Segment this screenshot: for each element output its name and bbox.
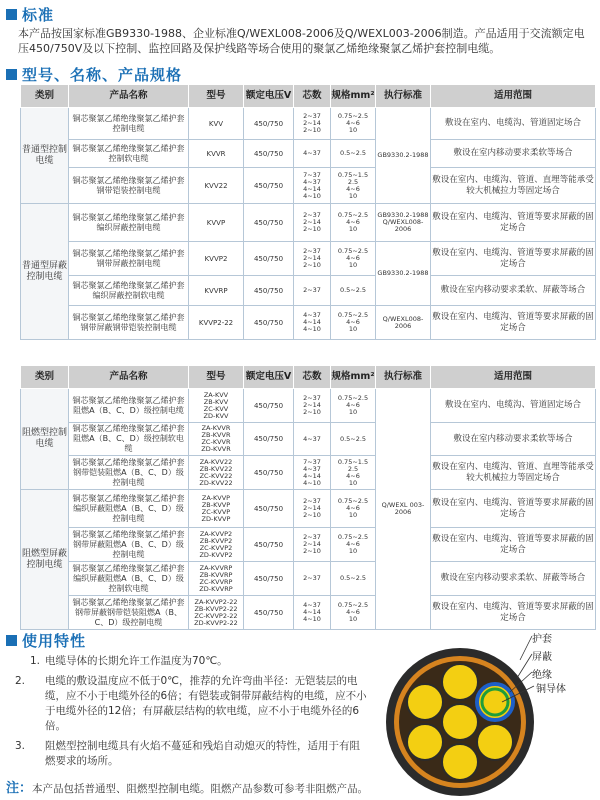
application-cell: 敷设在室内移动要求柔软等场合 xyxy=(431,423,596,456)
voltage-cell: 450/750 xyxy=(244,140,294,168)
category-cell: 普通型控制电缆 xyxy=(21,108,69,204)
standard-cell: GB9330.2-1988 xyxy=(376,108,431,204)
product-name-cell: 铜芯聚氯乙烯绝缘聚氯乙烯护套钢带铠装控制电缆 xyxy=(69,168,189,204)
col-product-name: 产品名称 xyxy=(69,366,189,389)
table-header-row xyxy=(21,366,596,389)
voltage-cell: 450/750 xyxy=(244,490,294,528)
standard-text: 本产品按国家标准GB9330-1988、企业标准Q/WEXL008-2006及Q/WEXL003-2006制造。产品适用于交流额定电压450/750V及以下控制、监控回路及保护线路等场合使用的聚氯乙烯绝缘聚氯乙烯护套控制电缆。 xyxy=(18,27,585,55)
col-voltage: 额定电压V xyxy=(244,366,294,389)
col-application: 适用范围 xyxy=(431,366,596,389)
category-cell: 阻燃型屏蔽控制电缆 xyxy=(21,490,69,630)
spec-cell: 0.5~2.5 xyxy=(331,423,376,456)
application-cell: 敷设在室内移动要求柔软等场合 xyxy=(431,140,596,168)
product-name-cell: 铜芯聚氯乙烯绝缘聚氯乙烯护套钢带屏蔽阻燃A（B、C、D）级控制电缆 xyxy=(69,528,189,562)
feature-item: 2. 电缆的敷设温度应不低于0℃，推荐的允许弯曲半径：无铠装层的电缆，应不小于电缆外径的6倍；有铠装或铜带屏蔽结构的电缆，应不小于电缆外径的12倍；有屏蔽层结构的软电缆，应不小于电缆外径的6倍。 xyxy=(15,675,367,732)
cores-cell: 2~37 2~14 2~10 xyxy=(294,490,331,528)
table-row xyxy=(21,456,596,490)
product-name-cell: 铜芯聚氯乙烯绝缘聚氯乙烯护套控制软电缆 xyxy=(69,140,189,168)
table-row xyxy=(21,528,596,562)
cable-cross-section-icon xyxy=(386,648,534,796)
col-category: 类别 xyxy=(21,85,69,108)
table-row xyxy=(21,562,596,596)
voltage-cell: 450/750 xyxy=(244,596,294,630)
col-model: 型号 xyxy=(189,366,244,389)
table-row xyxy=(21,596,596,630)
features-heading xyxy=(6,630,86,651)
col-voltage: 额定电压V xyxy=(244,85,294,108)
product-name-cell: 铜芯聚氯乙烯绝缘聚氯乙烯护套编织屏蔽控制软电缆 xyxy=(69,276,189,306)
standard-cell: GB9330.2-1988 xyxy=(376,242,431,306)
voltage-cell: 450/750 xyxy=(244,389,294,423)
features-list xyxy=(15,654,370,769)
col-product-name: 产品名称 xyxy=(69,85,189,108)
model-cell: ZA-KVV ZB-KVV ZC-KVV ZD-KVV xyxy=(189,389,244,423)
product-name-cell: 铜芯聚氯乙烯绝缘聚氯乙烯护套钢带屏蔽钢带铠装阻燃A（B、C、D）级控制电缆 xyxy=(69,596,189,630)
cores-cell: 2~37 xyxy=(294,276,331,306)
section-bullet-icon xyxy=(6,69,17,80)
model-cell: KVVP xyxy=(189,204,244,242)
application-cell: 敷设在室内、电缆沟、管道等要求屏蔽的固定场合 xyxy=(431,242,596,276)
voltage-cell: 450/750 xyxy=(244,276,294,306)
spec-cell: 0.75~2.5 4~6 10 xyxy=(331,528,376,562)
model-cell: ZA-KVVP2 ZB-KVVP2 ZC-KVVP2 ZD-KVVP2 xyxy=(189,528,244,562)
voltage-cell: 450/750 xyxy=(244,528,294,562)
cores-cell: 2~37 2~14 2~10 xyxy=(294,108,331,140)
table-row xyxy=(21,108,596,140)
cores-cell: 7~37 4~37 4~14 4~10 xyxy=(294,168,331,204)
label-conductor: 铜导体 xyxy=(536,684,566,695)
spec-cell: 0.75~1.5 2.5 4~6 10 xyxy=(331,168,376,204)
models-title: 型号、名称、产品规格 xyxy=(22,66,183,84)
product-name-cell: 铜芯聚氯乙烯绝缘聚氯乙烯护套编织屏蔽控制电缆 xyxy=(69,204,189,242)
voltage-cell: 450/750 xyxy=(244,456,294,490)
application-cell: 敷设在室内、电缆沟、管道固定场合 xyxy=(431,108,596,140)
standard-title: 标准 xyxy=(22,6,55,24)
application-cell: 敷设在室内、电缆沟、管道固定场合 xyxy=(431,389,596,423)
category-cell: 阻燃型控制电缆 xyxy=(21,389,69,490)
voltage-cell: 450/750 xyxy=(244,562,294,596)
spec-cell: 0.75~1.5 2.5 4~6 10 xyxy=(331,456,376,490)
application-cell: 敷设在室内、电缆沟、管道等要求屏蔽的固定场合 xyxy=(431,596,596,630)
label-insulation: 绝缘 xyxy=(532,670,552,681)
application-cell: 敷设在室内、电缆沟、管道等要求屏蔽的固定场合 xyxy=(431,204,596,242)
product-name-cell: 铜芯聚氯乙烯绝缘聚氯乙烯护套阻燃A（B、C、D）级控制软电缆 xyxy=(69,423,189,456)
application-cell: 敷设在室内、电缆沟、管道、直埋等能承受较大机械拉力等固定场合 xyxy=(431,456,596,490)
model-cell: ZA-KVVRP ZB-KVVRP ZC-KVVRP ZD-KVVRP xyxy=(189,562,244,596)
product-name-cell: 铜芯聚氯乙烯绝缘聚氯乙烯护套钢带屏蔽控制电缆 xyxy=(69,242,189,276)
application-cell: 敷设在室内、电缆沟、管道等要求屏蔽的固定场合 xyxy=(431,306,596,340)
col-spec: 规格mm² xyxy=(331,85,376,108)
section-bullet-icon xyxy=(6,9,17,20)
model-cell: KVVP2-22 xyxy=(189,306,244,340)
cores-cell: 2~37 xyxy=(294,562,331,596)
standard-cell: Q/WEXL008-2006 xyxy=(376,306,431,340)
col-model: 型号 xyxy=(189,85,244,108)
col-standard: 执行标准 xyxy=(376,85,431,108)
feature-item: 1. 电缆导体的长期允许工作温度为70℃。 xyxy=(30,655,228,667)
application-cell: 敷设在室内、电缆沟、管道、直埋等能承受较大机械拉力等固定场合 xyxy=(431,168,596,204)
model-cell: ZA-KVVR ZB-KVVR ZC-KVVR ZD-KVVR xyxy=(189,423,244,456)
voltage-cell: 450/750 xyxy=(244,108,294,140)
product-name-cell: 铜芯聚氯乙烯绝缘聚氯乙烯护套阻燃A（B、C、D）级控制电缆 xyxy=(69,389,189,423)
spec-cell: 0.75~2.5 4~6 10 xyxy=(331,108,376,140)
cores-cell: 4~37 4~14 4~10 xyxy=(294,306,331,340)
feature-item: 3. 阻燃型控制电缆具有火焰不蔓延和残焰自动熄灭的特性，适用于有阻燃要求的场所。 xyxy=(15,740,360,767)
model-cell: KVV xyxy=(189,108,244,140)
cores-cell: 2~37 2~14 2~10 xyxy=(294,389,331,423)
voltage-cell: 450/750 xyxy=(244,306,294,340)
model-cell: KVVRP xyxy=(189,276,244,306)
voltage-cell: 450/750 xyxy=(244,168,294,204)
spec-cell: 0.75~2.5 4~6 10 xyxy=(331,306,376,340)
model-cell: KVV22 xyxy=(189,168,244,204)
label-sheath: 护套 xyxy=(532,634,552,645)
model-cell: ZA-KVV22 ZB-KVV22 ZC-KVV22 ZD-KVV22 xyxy=(189,456,244,490)
spec-cell: 0.75~2.5 4~6 10 xyxy=(331,490,376,528)
table-row xyxy=(21,276,596,306)
model-cell: KVVR xyxy=(189,140,244,168)
application-cell: 敷设在室内移动要求柔软、屏蔽等场合 xyxy=(431,276,596,306)
table-row xyxy=(21,423,596,456)
cores-cell: 7~37 4~37 4~14 4~10 xyxy=(294,456,331,490)
standard-heading xyxy=(6,4,54,25)
model-cell: KVVP2 xyxy=(189,242,244,276)
spec-cell: 0.75~2.5 4~6 10 xyxy=(331,596,376,630)
cores-cell: 2~37 2~14 2~10 xyxy=(294,242,331,276)
table-row xyxy=(21,204,596,242)
spec-cell: 0.75~2.5 4~6 10 xyxy=(331,242,376,276)
features-title: 使用特性 xyxy=(22,632,87,650)
voltage-cell: 450/750 xyxy=(244,242,294,276)
spec-cell: 0.5~2.5 xyxy=(331,276,376,306)
col-spec: 规格mm² xyxy=(331,366,376,389)
spec-cell: 0.75~2.5 4~6 10 xyxy=(331,204,376,242)
cable-cross-section-diagram xyxy=(372,630,600,800)
cores-cell: 4~37 xyxy=(294,423,331,456)
label-shield: 屏蔽 xyxy=(532,652,552,663)
spec-table-common xyxy=(20,84,596,340)
voltage-cell: 450/750 xyxy=(244,423,294,456)
table-row xyxy=(21,490,596,528)
standard-cell: GB9330.2-1988 Q/WEXL008-2006 xyxy=(376,204,431,242)
application-cell: 敷设在室内、电缆沟、管道等要求屏蔽的固定场合 xyxy=(431,528,596,562)
footer-note: 注：本产品包括普通型、阻燃型控制电缆。阻燃产品参数可参考非阻燃产品。 xyxy=(6,781,369,796)
col-category: 类别 xyxy=(21,366,69,389)
table-row xyxy=(21,242,596,276)
models-heading xyxy=(6,64,182,85)
cores-cell: 4~37 xyxy=(294,140,331,168)
spec-cell: 0.5~2.5 xyxy=(331,562,376,596)
table-row xyxy=(21,389,596,423)
model-cell: ZA-KVVP2-22 ZB-KVVP2-22 ZC-KVVP2-22 ZD-KVVP2-22 xyxy=(189,596,244,630)
spec-cell: 0.5~2.5 xyxy=(331,140,376,168)
col-application: 适用范围 xyxy=(431,85,596,108)
product-name-cell: 铜芯聚氯乙烯绝缘聚氯乙烯护套钢带铠装阻燃A（B、C、D）级控制电缆 xyxy=(69,456,189,490)
application-cell: 敷设在室内移动要求柔软、屏蔽等场合 xyxy=(431,562,596,596)
spec-cell: 0.75~2.5 4~6 10 xyxy=(331,389,376,423)
product-name-cell: 铜芯聚氯乙烯绝缘聚氯乙烯护套编织屏蔽阻燃A（B、C、D）级控制电缆 xyxy=(69,490,189,528)
cores-cell: 2~37 2~14 2~10 xyxy=(294,528,331,562)
table-row xyxy=(21,306,596,340)
col-cores: 芯数 xyxy=(294,366,331,389)
spec-table-flame-retardant xyxy=(20,365,596,630)
product-name-cell: 铜芯聚氯乙烯绝缘聚氯乙烯护套编织屏蔽阻燃A（B、C、D）级控制软电缆 xyxy=(69,562,189,596)
product-name-cell: 铜芯聚氯乙烯绝缘聚氯乙烯护套控制电缆 xyxy=(69,108,189,140)
section-bullet-icon xyxy=(6,635,17,646)
table-row xyxy=(21,168,596,204)
product-name-cell: 铜芯聚氯乙烯绝缘聚氯乙烯护套钢带屏蔽钢带铠装控制电缆 xyxy=(69,306,189,340)
table-row xyxy=(21,140,596,168)
model-cell: ZA-KVVP ZB-KVVP ZC-KVVP ZD-KVVP xyxy=(189,490,244,528)
standard-cell: Q/WEXL 003-2006 xyxy=(376,389,431,630)
category-cell: 普通型屏蔽控制电缆 xyxy=(21,204,69,340)
application-cell: 敷设在室内、电缆沟、管道等要求屏蔽的固定场合 xyxy=(431,490,596,528)
voltage-cell: 450/750 xyxy=(244,204,294,242)
table-header-row xyxy=(21,85,596,108)
cores-cell: 4~37 4~14 4~10 xyxy=(294,596,331,630)
col-standard: 执行标准 xyxy=(376,366,431,389)
col-cores: 芯数 xyxy=(294,85,331,108)
cores-cell: 2~37 2~14 2~10 xyxy=(294,204,331,242)
